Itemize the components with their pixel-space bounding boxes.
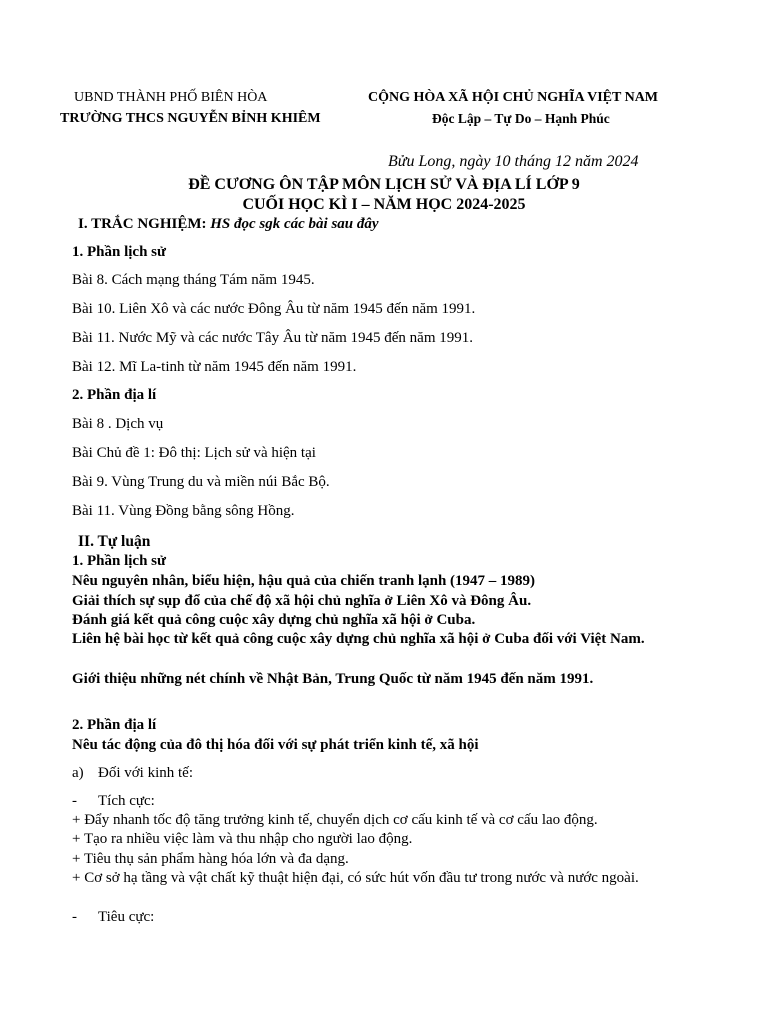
- list-item: Liên hệ bài học từ kết quả công cuộc xây dựng chủ nghĩa xã hội ở Cuba đối với Việt Nam.: [72, 631, 645, 647]
- sub-item-a: [72, 764, 193, 783]
- header-motto: Độc Lập – Tự Do – Hạnh Phúc: [432, 111, 610, 126]
- list-item: Bài 8. Cách mạng tháng Tám năm 1945.: [72, 272, 315, 288]
- list-item: Bài Chủ đề 1: Đô thị: Lịch sử và hiện tại: [72, 445, 316, 461]
- sub-item-a-label: Đối với kinh tế:: [98, 765, 194, 781]
- positive-label: Tích cực:: [98, 793, 155, 809]
- document-title-line1: ĐỀ CƯƠNG ÔN TẬP MÔN LỊCH SỬ VÀ ĐỊA LÍ LỚP 9: [188, 176, 580, 193]
- list-item: Đánh giá kết quả công cuộc xây dựng chủ nghĩa xã hội ở Cuba.: [72, 612, 476, 628]
- list-item: Bài 8 . Dịch vụ: [72, 416, 164, 432]
- list-item: Bài 12. Mĩ La-tinh từ năm 1945 đến năm 1991.: [72, 359, 357, 375]
- list-item: + Tạo ra nhiều việc làm và thu nhập cho người lao động.: [72, 831, 413, 847]
- list-item: Nêu nguyên nhân, biểu hiện, hậu quả của chiến tranh lạnh (1947 – 1989): [72, 573, 536, 589]
- section2-heading: II. Tự luận: [78, 533, 151, 550]
- list-item: Giải thích sự sụp đổ của chế độ xã hội chủ nghĩa ở Liên Xô và Đông Âu.: [72, 593, 532, 609]
- section1-heading: I. TRẮC NGHIỆM:: [78, 216, 207, 232]
- section1-heading-line: [78, 215, 379, 234]
- section1-geography-heading: 2. Phần địa lí: [72, 387, 157, 403]
- list-item: Bài 10. Liên Xô và các nước Đông Âu từ năm 1945 đến năm 1991.: [72, 301, 476, 317]
- positive-heading: [72, 792, 155, 811]
- header-school: TRƯỜNG THCS NGUYỄN BỈNH KHIÊM: [60, 111, 321, 126]
- list-item: Bài 11. Nước Mỹ và các nước Tây Âu từ năm 1945 đến năm 1991.: [72, 330, 474, 346]
- negative-label: Tiêu cực:: [98, 909, 155, 925]
- positive-marker: -: [72, 793, 77, 809]
- negative-heading: [72, 908, 154, 927]
- list-item: + Cơ sở hạ tầng và vật chất kỹ thuật hiện đại, có sức hút vốn đầu tư trong nước và nước ngoài.: [72, 870, 639, 886]
- section2-history-heading: 1. Phần lịch sử: [72, 553, 167, 569]
- list-item: Giới thiệu những nét chính về Nhật Bản, Trung Quốc từ năm 1945 đến năm 1991.: [72, 671, 594, 687]
- list-item: Bài 11. Vùng Đồng bằng sông Hồng.: [72, 503, 295, 519]
- document-date: Bửu Long, ngày 10 tháng 12 năm 2024: [388, 153, 639, 170]
- list-item: Bài 9. Vùng Trung du và miền núi Bắc Bộ.: [72, 474, 330, 490]
- negative-marker: -: [72, 909, 77, 925]
- document-title-line2: CUỐI HỌC KÌ I – NĂM HỌC 2024-2025: [242, 196, 526, 213]
- list-item: + Đẩy nhanh tốc độ tăng trưởng kinh tế, chuyển dịch cơ cấu kinh tế và cơ cấu lao động.: [72, 812, 598, 828]
- header-republic: CỘNG HÒA XÃ HỘI CHỦ NGHĨA VIỆT NAM: [368, 90, 659, 105]
- sub-item-a-marker: a): [72, 765, 84, 781]
- header-org: UBND THÀNH PHỐ BIÊN HÒA: [74, 90, 268, 105]
- section2-geography-heading: 2. Phần địa lí: [72, 717, 157, 733]
- section1-history-heading: 1. Phần lịch sử: [72, 244, 167, 260]
- list-item: + Tiêu thụ sản phẩm hàng hóa lớn và đa dạng.: [72, 851, 349, 867]
- section1-note: HS đọc sgk các bài sau đây: [210, 216, 379, 232]
- section2-geography-question: Nêu tác động của đô thị hóa đối với sự phát triển kinh tế, xã hội: [72, 737, 479, 753]
